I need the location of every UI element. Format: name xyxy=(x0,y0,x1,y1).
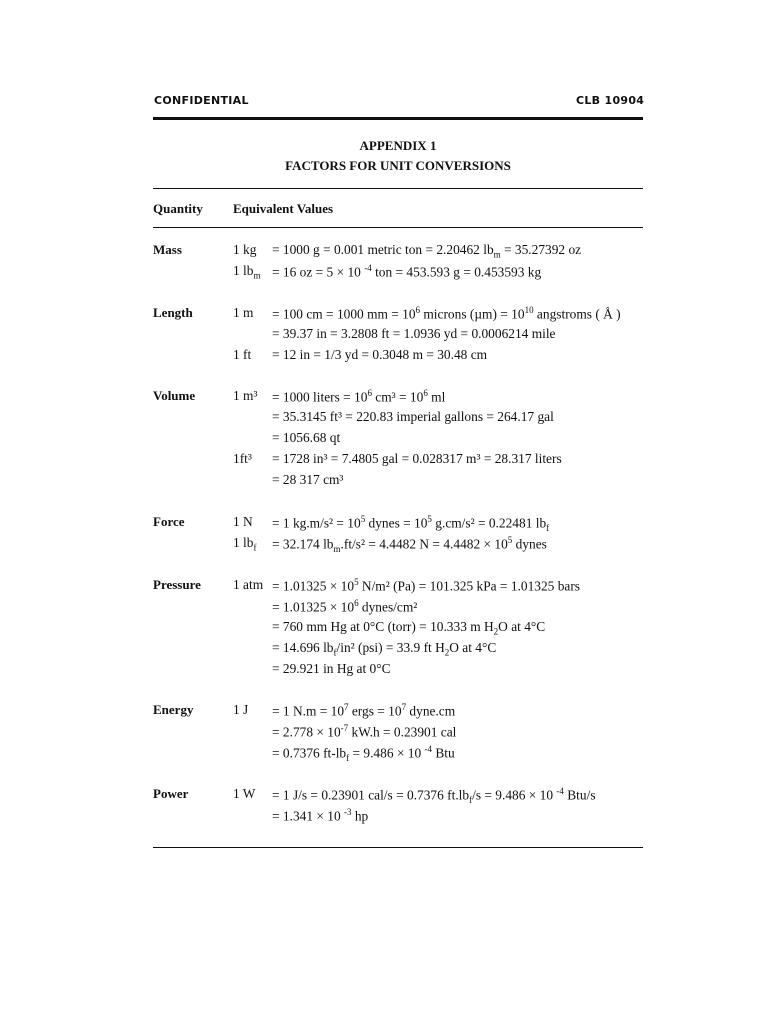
unit-w: 1 W xyxy=(233,786,256,801)
pressure-equivalents-3: = 760 mm Hg at 0°C (torr) = 10.333 m $H_2O$ at 4°C xyxy=(272,619,546,637)
quantity-pressure: Pressure xyxy=(153,577,201,592)
force-n-equivalents: = 1 $kg.m/s^2 = 10^5$ dynes = $10^5$ g.cm/s² = 0.22481 $lb_f$ xyxy=(272,514,550,534)
header-rule xyxy=(153,117,643,120)
pressure-equivalents-4: = 14.696 $lb_f$/in² (psi) = 33.9 ft $H_2O$ at 4°C xyxy=(272,640,497,658)
unit-ft3: 1ft³ xyxy=(233,451,252,466)
confidential-label: CONFIDENTIAL xyxy=(154,94,249,107)
unit-j: 1 J xyxy=(233,702,249,717)
force-lbf-equivalents: = 32.174 $lb_m.ft/s^2 = 4.4482$ $N = 4.4482 \times 10^5$ dynes xyxy=(272,535,547,555)
quantity-power: Power xyxy=(153,786,189,801)
length-ft-equivalents: = 12 in = 1/3 yd = 0.3048 m = 30.48 cm xyxy=(272,347,488,362)
quantity-volume: Volume xyxy=(153,388,196,403)
volume-ft3-equivalents: = 1728 in³ = 7.4805 gal = 0.028317 m³ = 28.317 liters xyxy=(272,451,562,466)
quantity-length: Length xyxy=(153,305,193,320)
unit-kg: 1 kg xyxy=(233,242,257,257)
power-equivalents-2: = 1.341 × 10 $^{-3}$ hp xyxy=(272,807,369,824)
unit-m: 1 m xyxy=(233,305,254,320)
unit-ft: 1 ft xyxy=(233,347,252,362)
pressure-equivalents-5: = 29.921 in Hg at 0°C xyxy=(272,661,391,676)
energy-equivalents-3: = 0.7376 $ft-lb_f = 9.486 \times 10$ $^{-4}$ Btu xyxy=(272,744,455,764)
power-equivalents-1: = 1 J/s = 0.23901 cal/s = 0.7376 $ft.lb_f/s = 9.486 \times 10$ $^{-4}$ Btu/s xyxy=(272,786,596,806)
appendix-subtitle: FACTORS FOR UNIT CONVERSIONS xyxy=(285,158,511,173)
pressure-equivalents-1: = $1.01325 \times 10^5$ N/m² (Pa) = 101.325 kPa = 1.01325 bars xyxy=(272,577,581,594)
volume-m3-equivalents: = 1000 liters = $10^6$ $cm^3 = 10^6$ ml xyxy=(272,388,446,405)
column-quantity: Quantity xyxy=(153,201,203,216)
unit-atm: 1 atm xyxy=(233,577,264,592)
table-header-rule xyxy=(153,227,643,228)
quantity-mass: Mass xyxy=(153,242,182,257)
unit-m3: 1 m³ xyxy=(233,388,258,403)
quantity-energy: Energy xyxy=(153,702,194,717)
volume-m3-equivalents-2: = 35.3145 ft³ = 220.83 imperial gallons = 264.17 gal xyxy=(272,409,554,424)
table-bottom-rule xyxy=(153,847,643,848)
unit-n: 1 N xyxy=(233,514,253,529)
length-m-equivalents: = 100 cm = 1000 mm = $10^6$ microns $(\mu m) = 10^{10}$ angstroms ( Å ) xyxy=(272,305,621,322)
energy-equivalents-2: = $2.778 \times 10^{-7}$ kW.h = 0.23901 cal xyxy=(272,723,457,740)
column-equivalent-values: Equivalent Values xyxy=(233,201,334,216)
unit-lbf: 1 $lb_f$ xyxy=(233,535,257,553)
table-top-rule xyxy=(153,188,643,189)
volume-m3-equivalents-3: = 1056.68 qt xyxy=(272,430,341,445)
volume-ft3-equivalents-2: = 28 317 cm³ xyxy=(272,472,344,487)
unit-lbm: 1 $lb_m$ xyxy=(233,263,261,281)
mass-kg-equivalents: = 1000 g = 0.001 metric ton = 2.20462 $lb_m = 35.27392$ oz xyxy=(272,242,582,260)
length-m-equivalents-2: = 39.37 in = 3.2808 ft = 1.0936 yd = 0.0006214 mile xyxy=(272,326,556,341)
energy-equivalents-1: = 1 $N.m = 10^7$ ergs = $10^7$ dyne.cm xyxy=(272,702,456,719)
pressure-equivalents-2: = $1.01325 \times 10^6$ dynes/cm² xyxy=(272,598,418,615)
mass-lbm-equivalents: = 16 oz = 5 × 10 $^{-4}$ ton = 453.593 g = 0.453593 kg xyxy=(272,263,542,280)
document-code: CLB 10904 xyxy=(576,94,645,107)
appendix-title: APPENDIX 1 xyxy=(359,138,437,153)
quantity-force: Force xyxy=(153,514,185,529)
